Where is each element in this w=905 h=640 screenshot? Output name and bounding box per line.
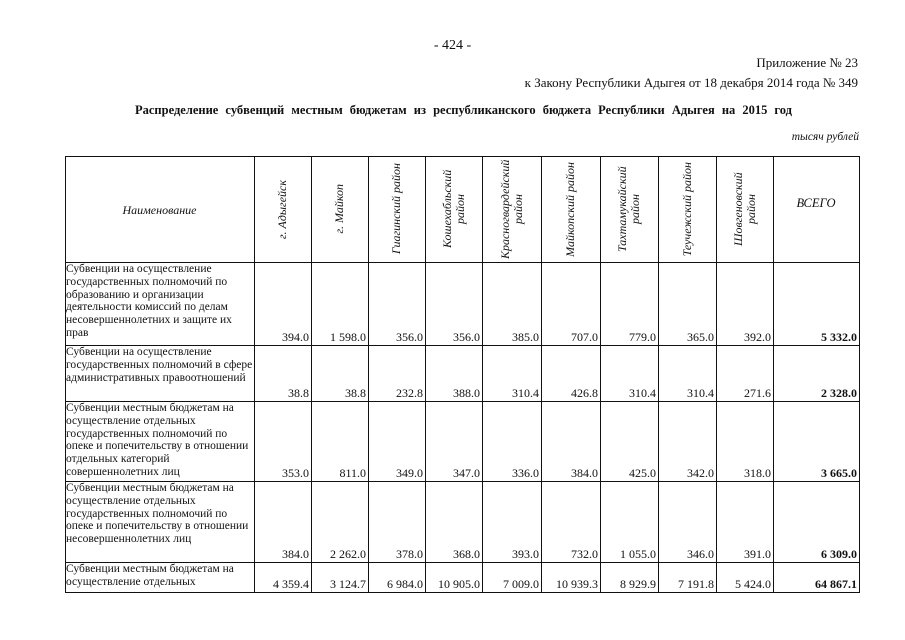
table-cell: 368.0 [453,547,480,561]
appendix-label: Приложение № 23 [756,55,858,70]
table-cell: 811.0 [339,466,366,480]
table-cell: 4 359.4 [273,577,309,591]
table-cell: 310.4 [687,386,714,400]
table-cell: 384.0 [571,466,598,480]
column-header-label: г. Адыгейск [275,179,289,239]
table-cell: 353.0 [282,466,309,480]
table-cell: 8 929.9 [620,577,656,591]
table-rule-vertical [773,156,774,592]
column-header-label: Красногвардейский район [497,159,525,259]
row-name: Субвенции местным бюджетам на осуществление отдельных государственных полномочий по опеке и попечительству в отношении отдельных категорий совершеннолетних лиц [66,402,249,478]
table-cell: 356.0 [453,330,480,344]
table-cell: 5 424.0 [735,577,771,591]
row-total: 64 867.1 [815,577,857,591]
column-header [541,156,600,262]
table-cell: 10 905.0 [438,577,480,591]
table-cell: 393.0 [512,547,539,561]
row-total: 6 309.0 [821,547,857,561]
column-header [716,156,773,262]
table-cell: 38.8 [288,386,309,400]
column-header [482,156,541,262]
table-rule-horizontal [65,592,860,593]
table-cell: 732.0 [571,547,598,561]
column-header-label: Тахтамукайский район [615,166,642,252]
table-cell: 707.0 [571,330,598,344]
row-name: Субвенции на осуществление государственных полномочий по образованию и организации деятельности комиссий по делам несовершеннолетних и защите их прав [66,263,232,339]
table-cell: 3 124.7 [330,577,366,591]
column-header [600,156,658,262]
table-cell: 318.0 [744,466,771,480]
table-cell: 378.0 [396,547,423,561]
table-cell: 310.4 [629,386,656,400]
table-cell: 6 984.0 [387,577,423,591]
column-header [425,156,482,262]
column-header-name: Наименование [122,203,197,217]
column-header-label: Гиагинский район [389,163,403,255]
table-cell: 346.0 [687,547,714,561]
row-total: 2 328.0 [821,386,857,400]
table-cell: 7 191.8 [678,577,714,591]
table-cell: 349.0 [396,466,423,480]
table-cell: 391.0 [744,547,771,561]
table-cell: 394.0 [282,330,309,344]
table-cell: 7 009.0 [503,577,539,591]
units-label: тысяч рублей [791,131,859,143]
column-header [254,156,311,262]
column-header [311,156,368,262]
column-header-label: Теучежский район [679,161,694,257]
document-title: Распределение субвенций местным бюджетам из республиканского бюджета Республики Адыгея на 2015 год [135,103,792,117]
column-header-total: ВСЕГО [796,196,836,210]
column-header [368,156,425,262]
row-name: Субвенции на осуществление государственных полномочий в сфере административных правоотношений [66,346,253,384]
table-cell: 425.0 [629,466,656,480]
table-cell: 10 939.3 [556,577,598,591]
column-header [658,156,716,262]
column-header-label: г. Майкоп [332,184,346,234]
table-cell: 38.8 [345,386,366,400]
column-header-label: Кошехабльский район [439,169,467,249]
table-cell: 385.0 [512,330,539,344]
table-cell: 342.0 [687,466,714,480]
table-cell: 1 055.0 [620,547,656,561]
law-reference: к Закону Республики Адыгея от 18 декабря 2014 года № 349 [524,75,858,90]
table-cell: 347.0 [453,466,480,480]
column-header-label: Майкопский район [563,161,577,257]
row-total: 5 332.0 [821,330,857,344]
table-cell: 2 262.0 [330,547,366,561]
row-total: 3 665.0 [821,466,857,480]
row-name: Субвенции местным бюджетам на осуществление отдельных [66,563,234,588]
table-cell: 336.0 [512,466,539,480]
table-cell: 356.0 [396,330,423,344]
table-rule-vertical [859,156,860,592]
table-cell: 779.0 [629,330,656,344]
row-name: Субвенции местным бюджетам на осуществление отдельных государственных полномочий по опеке и попечительству в отношении несовершеннолетних лиц [66,482,249,546]
table-cell: 310.4 [512,386,539,400]
table-cell: 384.0 [282,547,309,561]
table-cell: 365.0 [687,330,714,344]
table-cell: 271.6 [744,386,771,400]
column-header-label: Шовгеновский район [730,172,758,246]
page-number: - 424 - [433,38,472,53]
table-cell: 232.8 [396,386,423,400]
table-cell: 388.0 [453,386,480,400]
table-cell: 426.8 [571,386,598,400]
table-cell: 392.0 [744,330,771,344]
table-cell: 1 598.0 [330,330,366,344]
